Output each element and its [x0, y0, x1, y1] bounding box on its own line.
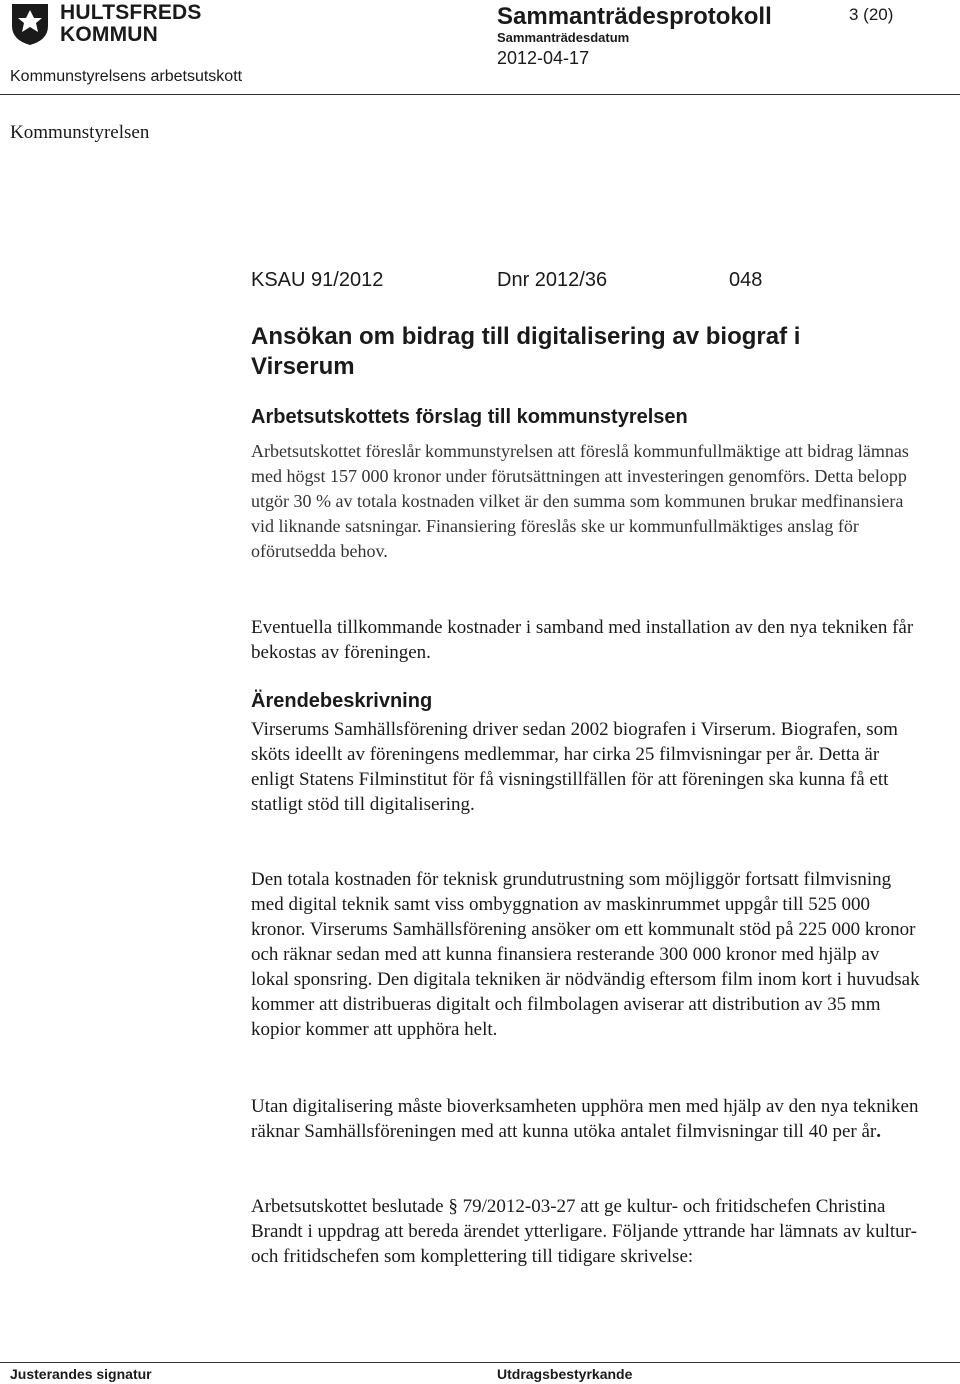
- footer-divider: [0, 1362, 960, 1363]
- description-paragraph-3-end: .: [876, 1121, 881, 1142]
- meeting-date-label: Sammanträdesdatum: [497, 30, 630, 45]
- description-paragraph-3: [251, 1094, 921, 1144]
- case-code: 048: [729, 269, 763, 291]
- description-paragraph-3-text: Utan digitalisering måste bioverksamheten upphöra men med hjälp av den nya tekniken räknar Samhällsföreningen med att kunna utöka antalet filmvisningar till 40 per år: [251, 1096, 919, 1142]
- proposal-paragraph-1: Arbetsutskottet föreslår kommunstyrelsen att föreslå kommunfullmäktige att bidrag lämnas med högst 157 000 kronor under förutsättningen att investeringen genomförs. Detta belopp utgör 30 % av totala kostnaden vilket är den summa som kommunen brukar medfinansiera vid liknande satsningar. Finansiering föreslås ske ur kommunfullmäktiges anslag för oförutsedda behov.: [251, 441, 909, 561]
- description-paragraph-2: Den totala kostnaden för teknisk grundutrustning som möjliggör fortsatt filmvisning med digital teknik samt viss ombyggnation av maskinrummet uppgår till 525 000 kronor. Virserums Samhällsförening ansöker om ett kommunalt stöd på 225 000 kronor och räknar sedan med att kunna finansiera resterande 300 000 kronor med hjälp av lokal sponsring. Den digitala tekniken är nödvändig eftersom film inom kort i huvudsak kommer att distribueras digitalt och filmbolagen aviserar att distribution av 35 mm kopior kommer att upphöra helt.: [251, 869, 920, 1040]
- case-dnr-number: Dnr 2012/36: [497, 269, 608, 291]
- description-heading: Ärendebeskrivning: [251, 690, 433, 712]
- header-divider: [0, 94, 960, 95]
- document-title: Sammanträdesprotokoll: [497, 3, 772, 30]
- logo-text-line1: HULTSFREDS: [60, 1, 202, 24]
- proposal-paragraph-2: Eventuella tillkommande kostnader i samband med installation av den nya tekniken får bekostas av föreningen.: [251, 617, 914, 663]
- organization-title: Kommunstyrelsen: [10, 122, 150, 143]
- committee-name: Kommunstyrelsens arbetsutskott: [10, 68, 243, 85]
- page-number: 3 (20): [849, 5, 894, 24]
- case-ksau-number: KSAU 91/2012: [251, 269, 384, 291]
- municipality-logo: [10, 1, 202, 46]
- proposal-heading: Arbetsutskottets förslag till kommunstyrelsen: [251, 406, 688, 428]
- certification-label: Utdragsbestyrkande: [497, 1366, 633, 1382]
- case-title: Ansökan om bidrag till digitalisering av biograf i Virserum: [251, 323, 801, 380]
- description-paragraph-4: Arbetsutskottet beslutade § 79/2012-03-27 att ge kultur- och fritidschefen Christina Brandt i uppdrag att bereda ärendet ytterligare. Följande yttrande har lämnats av kultur- och fritidschefen som komplettering till tidigare skrivelse:: [251, 1196, 917, 1267]
- meeting-date-value: 2012-04-17: [497, 48, 590, 68]
- coat-of-arms-icon: [10, 2, 50, 46]
- description-paragraph-1: Virserums Samhällsförening driver sedan 2002 biografen i Virserum. Biografen, som sköts ideellt av föreningens medlemmar, har cirka 25 filmvisningar per år. Detta är enligt Statens Filminstitut för få visningstillfällen för att föreningen ska kunna få ett statligt stöd till digitalisering.: [251, 719, 898, 815]
- signature-label: Justerandes signatur: [10, 1366, 152, 1382]
- logo-text-line2: KOMMUN: [60, 23, 159, 46]
